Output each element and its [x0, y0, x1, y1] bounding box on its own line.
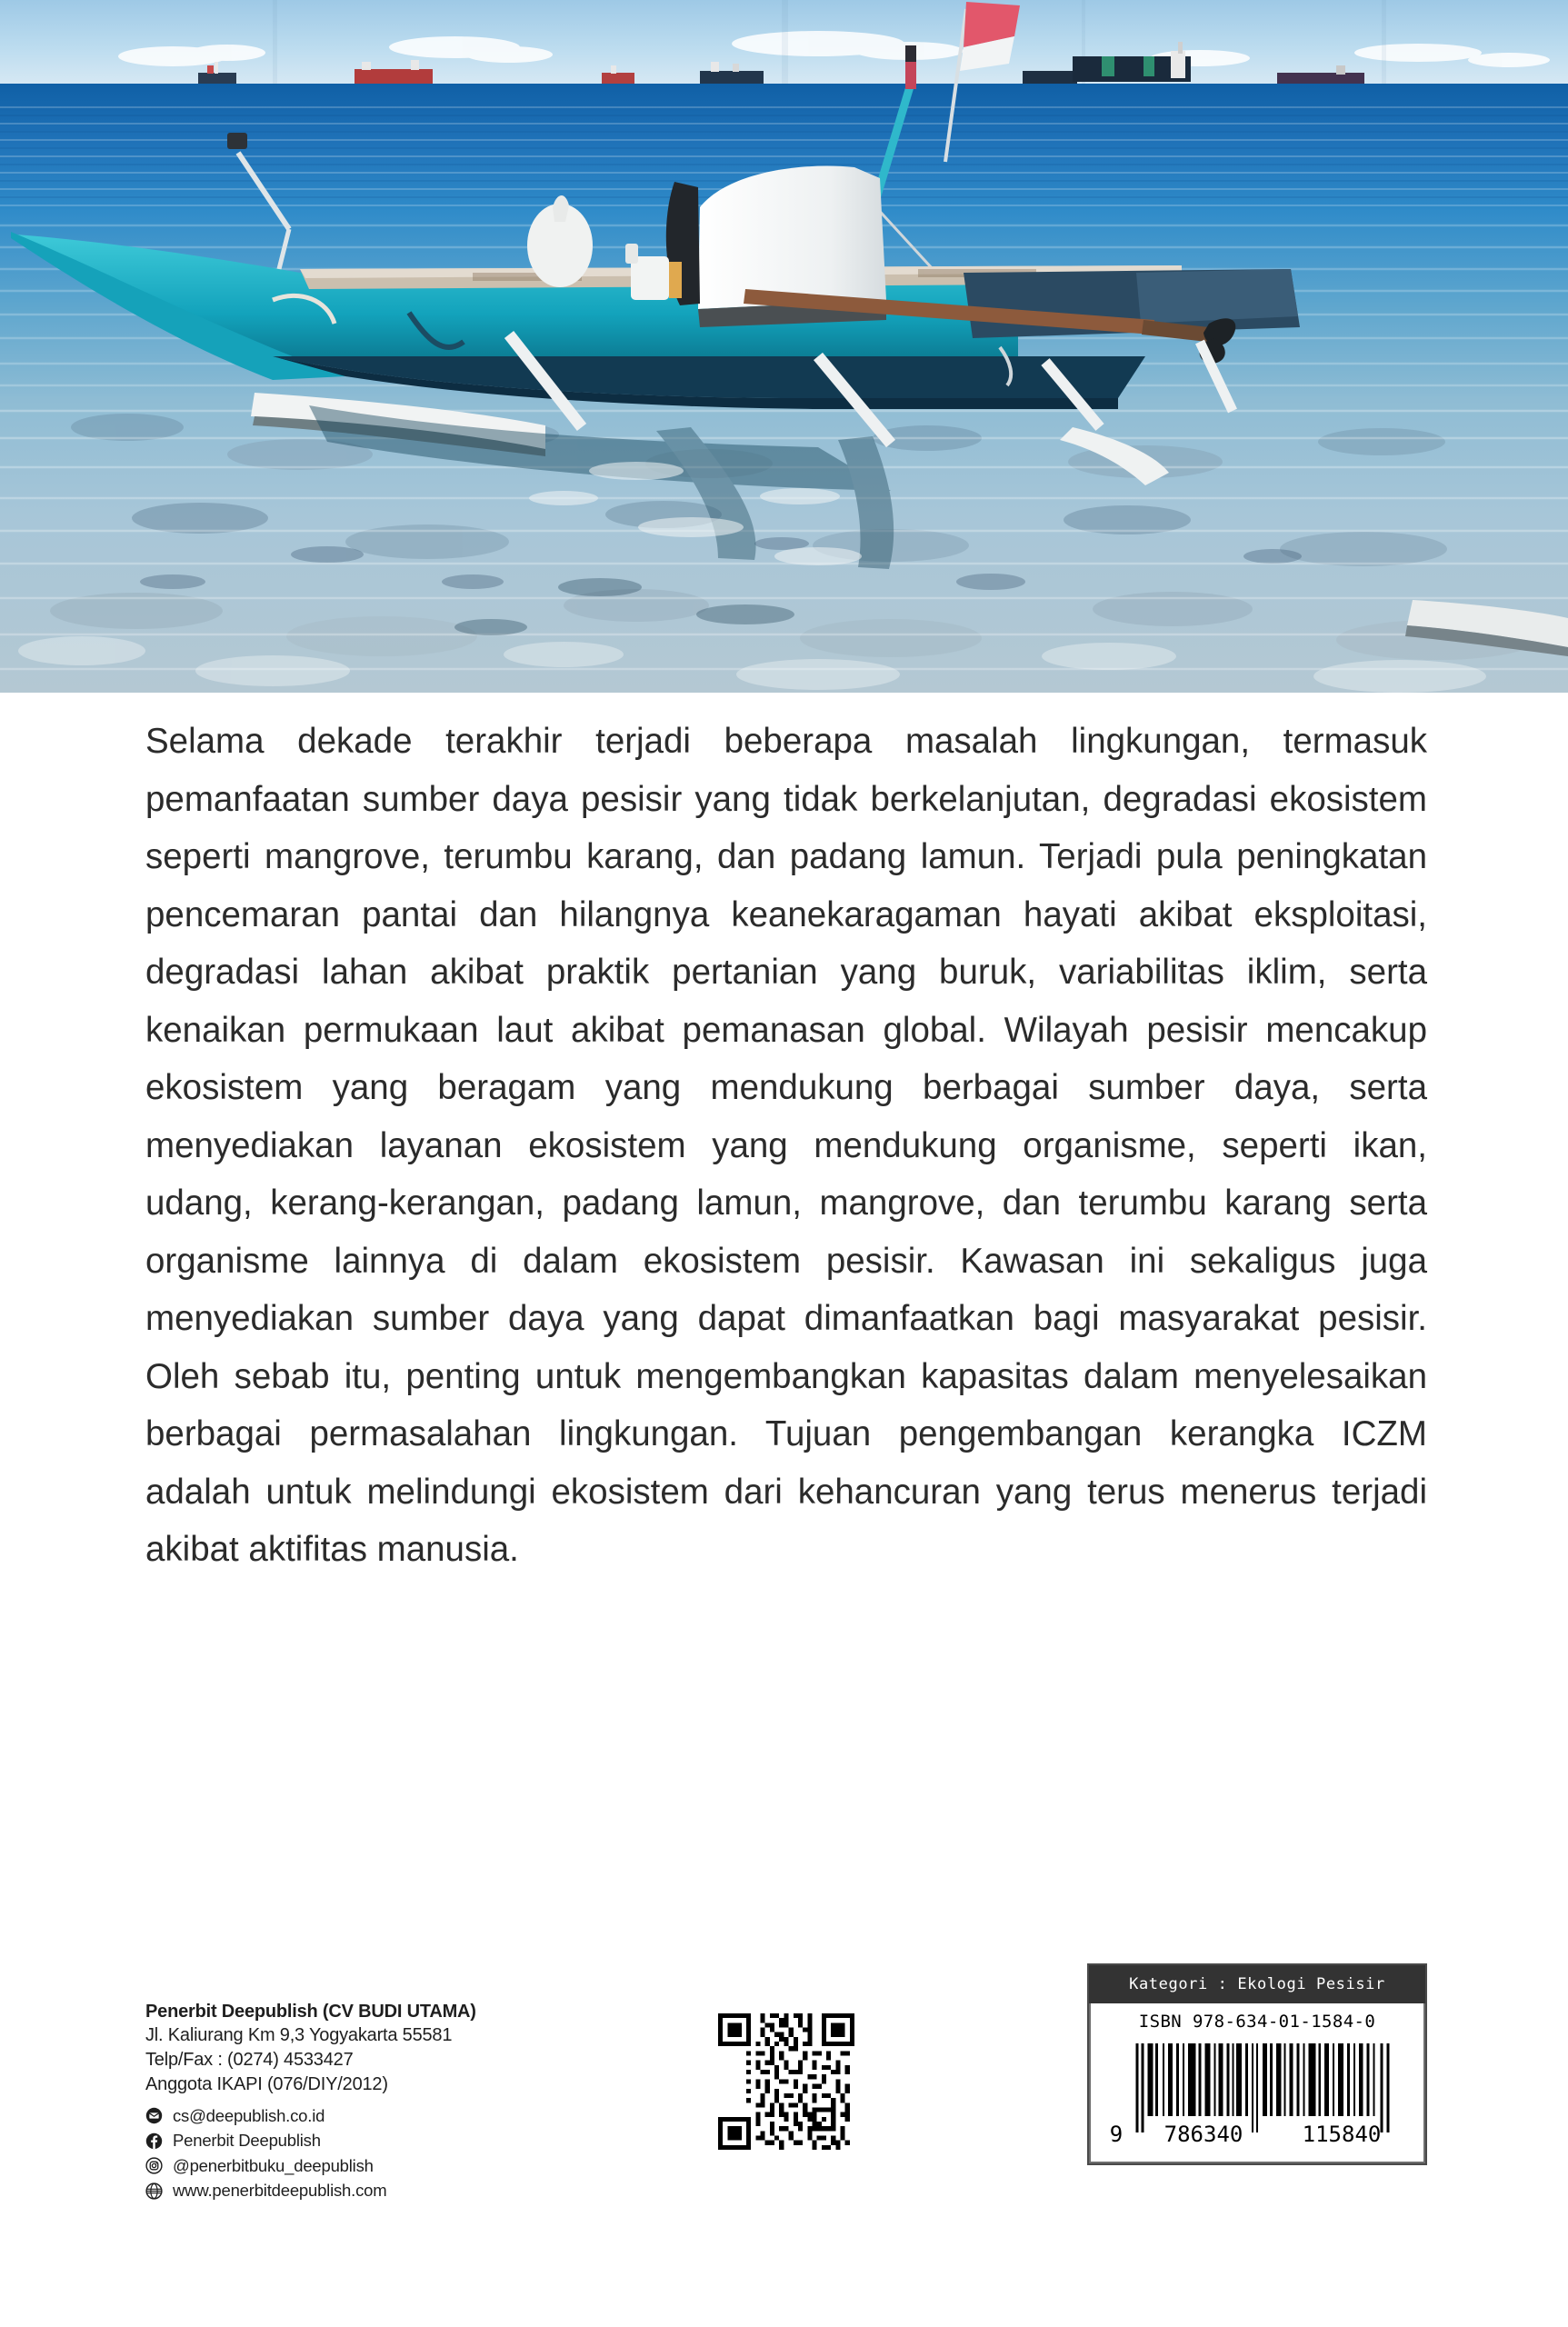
social-row-facebook[interactable]	[145, 2129, 654, 2154]
instagram-icon	[145, 2157, 163, 2174]
publisher-socials	[145, 2103, 654, 2203]
barcode-digits	[1091, 2122, 1423, 2147]
social-label-instagram: @penerbitbuku_deepublish	[173, 2155, 374, 2175]
barcode-lead-digit: 9	[1109, 2122, 1124, 2147]
cover-photo	[0, 0, 1568, 693]
barcode-left-group: 786340	[1164, 2122, 1243, 2147]
barcode-area	[1089, 2003, 1425, 2163]
social-row-email[interactable]	[145, 2103, 654, 2129]
category-label: Kategori : Ekologi Pesisir	[1089, 1965, 1425, 2003]
isbn-number: ISBN 978-634-01-1584-0	[1138, 2012, 1376, 2032]
publisher-info	[145, 2000, 654, 2203]
ean13-bars	[1091, 2043, 1423, 2132]
publisher-name: Penerbit Deepublish (CV BUDI UTAMA)	[145, 2002, 476, 2022]
social-row-instagram[interactable]	[145, 2153, 654, 2179]
back-cover-blurb: Selama dekade terakhir terjadi beberapa masalah lingkungan, termasuk pemanfaatan sumber daya pesisir yang tidak berkelanjutan, degradasi ekosistem seperti mangrove, terumbu karang, dan padang lamun. Terjadi pula peningkatan pencemaran pantai dan hilangnya keanekaragaman hayati akibat eksploitasi, degradasi lahan akibat praktik pertanian yang buruk, variabilitas iklim, serta kenaikan permukaan laut akibat pemanasan global. Wilayah pesisir mencakup ekosistem yang beragam yang mendukung berbagai sumber daya, serta menyediakan layanan ekosistem yang mendukung organisme, seperti ikan, udang, kerang-kerangan, padang lamun, mangrove, dan terumbu karang serta organisme lainnya di dalam ekosistem pesisir. Kawasan ini sekaligus juga menyediakan sumber daya yang dapat dimanfaatkan bagi masyarakat pesisir. Oleh sebab itu, penting untuk mengembangkan kapasitas dalam menyelesaikan berbagai permasalahan lingkungan. Tujuan pengembangan kerangka ICZM adalah untuk melindungi ekosistem dari kehancuran yang terus menerus terjadi akibat aktifitas manusia.	[145, 722, 1427, 1569]
website-icon	[145, 2182, 163, 2200]
social-row-website[interactable]	[145, 2179, 654, 2204]
isbn-barcode-panel	[1087, 1963, 1427, 2165]
publisher-membership: Anggota IKAPI (076/DIY/2012)	[145, 2074, 388, 2094]
social-label-website: www.penerbitdeepublish.com	[173, 2181, 387, 2200]
barcode-right-group: 115840	[1302, 2122, 1382, 2147]
email-icon	[145, 2107, 163, 2124]
social-label-email: cs@deepublish.co.id	[173, 2105, 325, 2125]
publisher-phone: Telp/Fax : (0274) 4533427	[145, 2050, 354, 2070]
facebook-icon	[145, 2132, 163, 2150]
social-label-facebook: Penerbit Deepublish	[173, 2131, 321, 2150]
qr-code[interactable]	[718, 2013, 854, 2150]
publisher-address: Jl. Kaliurang Km 9,3 Yogyakarta 55581	[145, 2025, 453, 2045]
